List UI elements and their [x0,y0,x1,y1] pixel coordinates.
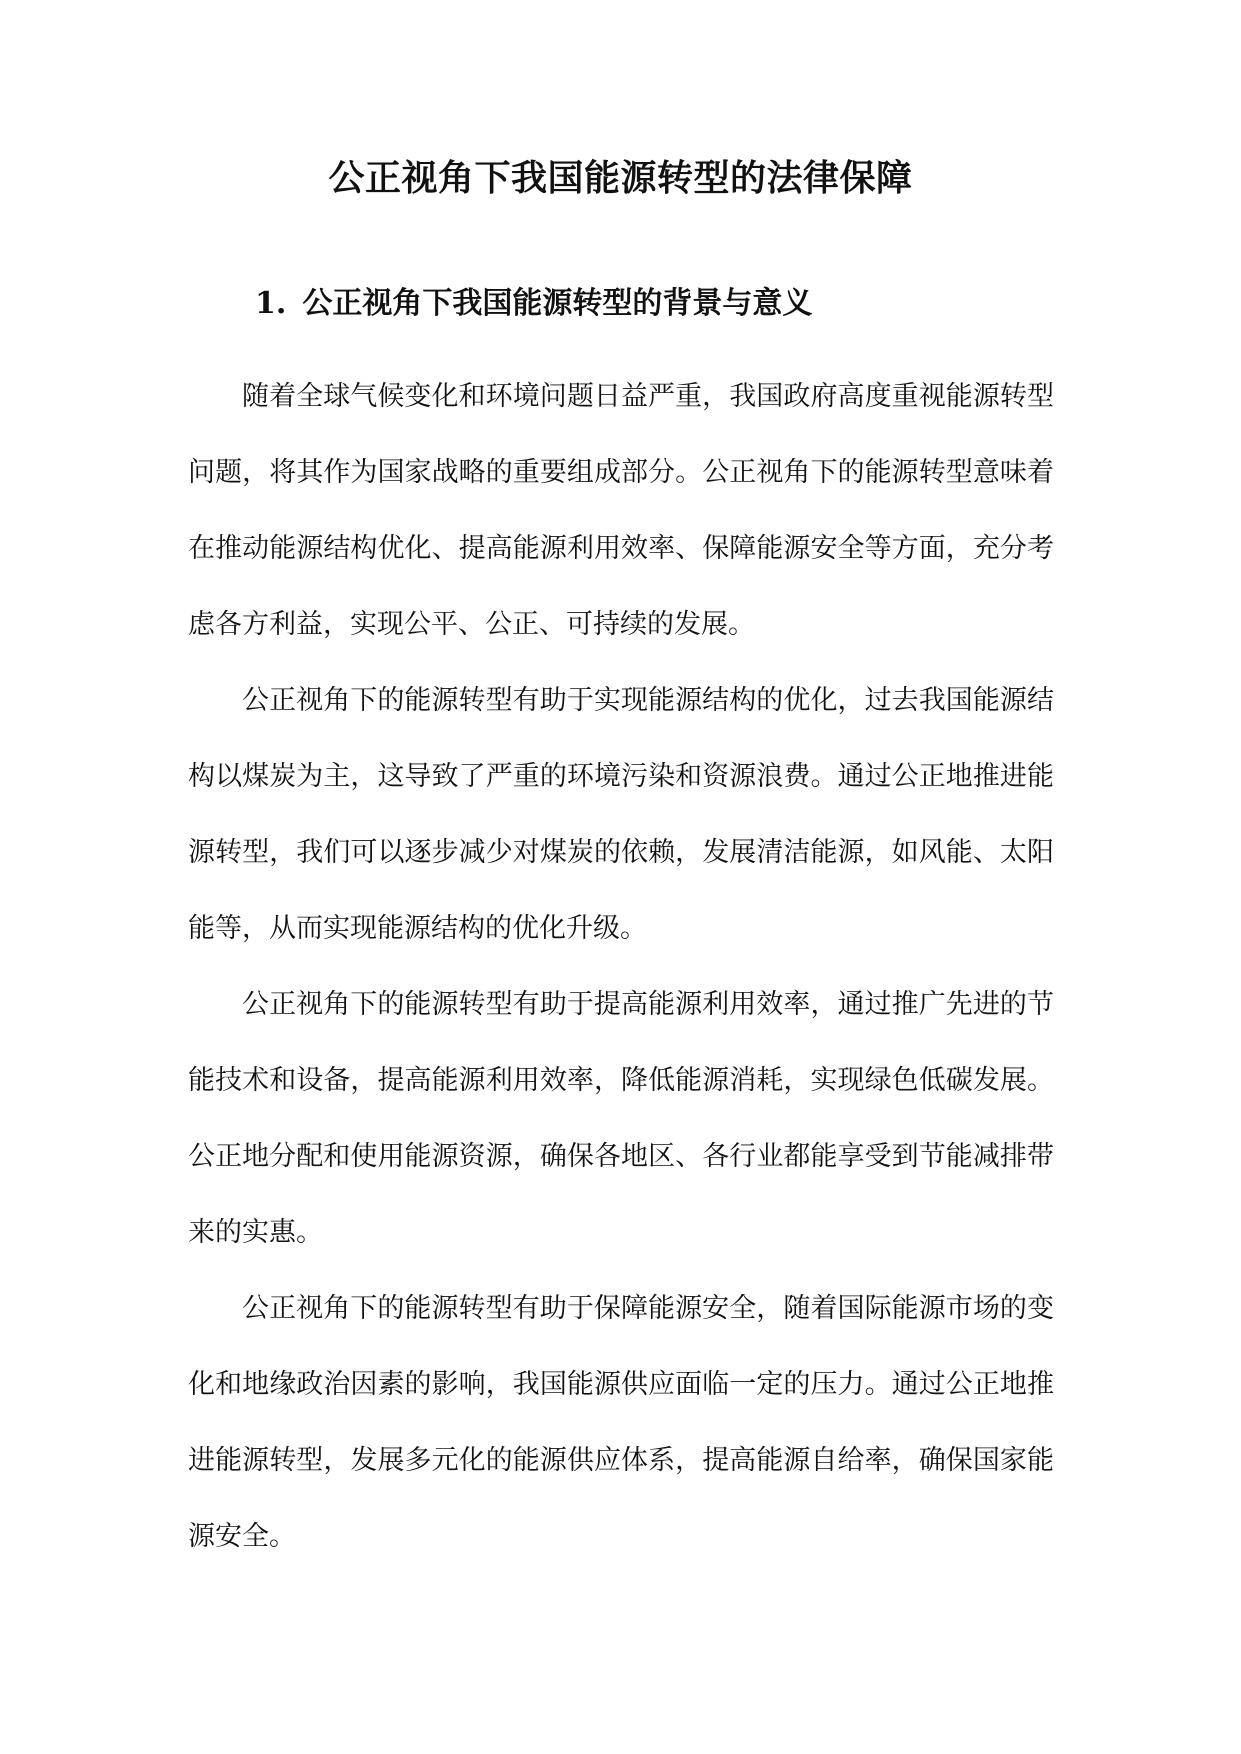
paragraph-structure: 公正视角下的能源转型有助于实现能源结构的优化，过去我国能源结构以煤炭为主，这导致了严重的环境污染和资源浪费。通过公正地推进能源转型，我们可以逐步减少对煤炭的依赖，发展清洁能源，如风能、太阳能等，从而实现能源结构的优化升级。 [188,685,1054,944]
section-heading-text: 公正视角下我国能源转型的背景与意义 [302,286,813,321]
paragraph-efficiency: 公正视角下的能源转型有助于提高能源利用效率，通过推广先进的节能技术和设备，提高能源利用效率，降低能源消耗，实现绿色低碳发展。公正地分配和使用能源资源，确保各地区、各行业都能享受到节能减排带来的实惠。 [188,989,1054,1248]
paragraph-background: 随着全球气候变化和环境问题日益严重，我国政府高度重视能源转型问题，将其作为国家战略的重要组成部分。公正视角下的能源转型意味着在推动能源结构优化、提高能源利用效率、保障能源安全等方面，充分考虑各方利益，实现公平、公正、可持续的发展。 [188,381,1054,640]
document-title: 公正视角下我国能源转型的法律保障 [328,157,913,199]
paragraph-security: 公正视角下的能源转型有助于保障能源安全，随着国际能源市场的变化和地缘政治因素的影响，我国能源供应面临一定的压力。通过公正地推进能源转型，发展多元化的能源供应体系，提高能源自给率，确保国家能源安全。 [188,1293,1054,1552]
section-heading [255,276,812,332]
body-text [188,359,1054,1575]
section-number: 1. [255,286,287,321]
